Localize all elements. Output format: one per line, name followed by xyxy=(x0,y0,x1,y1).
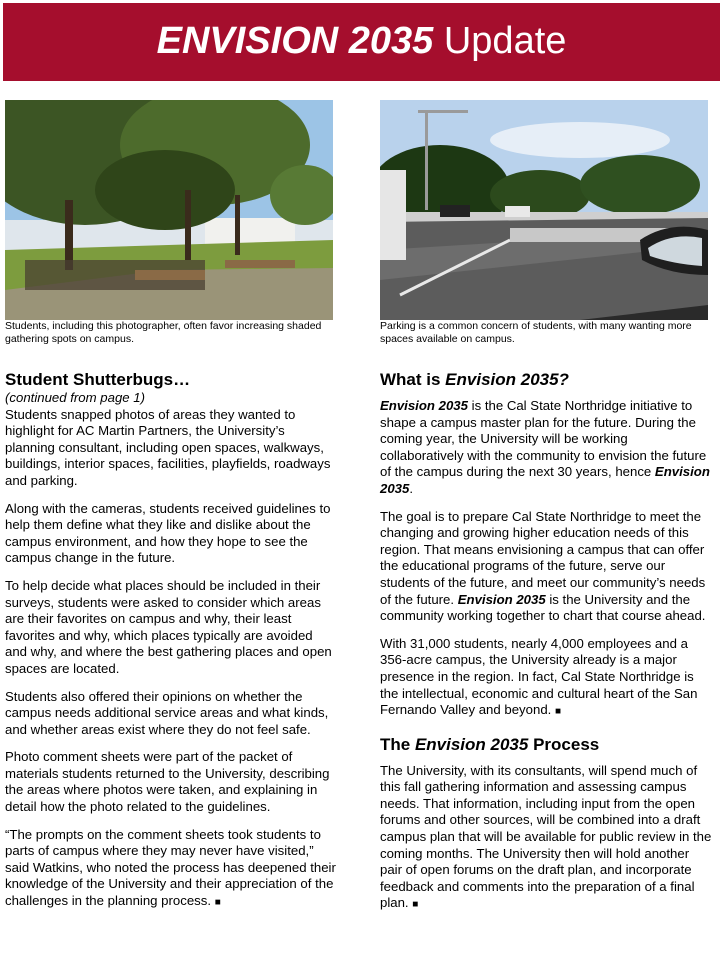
right-paragraph-1-end: . xyxy=(409,480,414,496)
right-column xyxy=(380,370,714,925)
envision-name-1: Envision 2035 xyxy=(380,398,468,413)
right-paragraph-4-text: The University, with its consultants, will spend much of this fall gathering information and assessing campus needs. That information, including input from the open forums and other sources, will be combined into a draft campus plan that will be available for public review in the coming months. The University then will hold another pair of open forums on the draft plan, and incorporate feedback and comments into the preparation of a final plan. xyxy=(380,762,712,911)
photo-parking-lot xyxy=(380,100,708,320)
end-mark-left: ■ xyxy=(214,897,221,909)
envision-name-2: Envision 2035 xyxy=(380,464,710,496)
banner-title-bold: ENVISION 2035 xyxy=(156,20,434,62)
right-paragraph-1 xyxy=(380,398,714,498)
banner-title xyxy=(3,17,720,65)
heading-student-shutterbugs: Student Shutterbugs… xyxy=(5,370,191,389)
right-paragraph-4 xyxy=(380,763,714,914)
left-photo-caption: Students, including this photographer, often favor increasing shaded gathering spots on campus. xyxy=(5,320,322,345)
left-paragraph-1: Students snapped photos of areas they wanted to highlight for AC Martin Partners, the University’s planning consultant, including open spaces, walkways, buildings, interior spaces, facilities, playfields, roadways and parking. xyxy=(5,406,331,488)
end-mark-right-2: ■ xyxy=(412,899,419,911)
header-banner xyxy=(3,3,720,81)
heading-process-word: Process xyxy=(528,734,600,754)
left-paragraph-6-text: “The prompts on the comment sheets took students to parts of campus where they may never have visited,” said Watkins, who noted the process has deepened their knowledge of the University and their appreciation of the challenges in the planning process. xyxy=(5,826,336,909)
heading-the: The xyxy=(380,734,415,754)
continued-note: (continued from page 1) xyxy=(5,390,146,405)
left-column xyxy=(5,370,337,923)
right-paragraph-2-end: is the University and the community working together to chart that course ahead. xyxy=(380,591,706,624)
heading-what-is-envision xyxy=(380,370,714,390)
left-paragraph-6 xyxy=(5,827,337,912)
heading-envision-name: Envision 2035? xyxy=(445,370,569,389)
right-paragraph-2 xyxy=(380,509,714,625)
right-paragraph-2-text: The goal is to prepare Cal State Northridge to meet the changing and growing higher education needs of this region. That means envisioning a campus that can offer the educational programs of the future, serve our students of the future, and meet our community’s needs of the future. xyxy=(380,508,706,607)
end-mark-right-1: ■ xyxy=(555,706,562,718)
left-paragraph-4: Students also offered their opinions on whether the campus needs additional service areas and what kinds, and whether areas exist where they do not feel safe. xyxy=(5,688,329,737)
right-paragraph-1-text: is the Cal State Northridge initiative to shape a campus master plan for the future. During the coming year, the University will be working collaboratively with the community to envision the future of the campus during the next 30 years, hence xyxy=(380,398,707,480)
heading-what-is: What is xyxy=(380,370,446,389)
right-paragraph-3-text: With 31,000 students, nearly 4,000 employees and a 356-acre campus, the University already is a major presence in the region. In fact, Cal State Northridge is the intellectual, economic and cultural heart of the San Fernando Valley and beyond. xyxy=(380,635,698,718)
left-paragraph-5: Photo comment sheets were part of the packet of materials students returned to the University, describing the areas where photos were taken, and explaining in detail how the photo related to the guidelines. xyxy=(5,749,330,815)
left-paragraph-3: To help decide what places should be included in their surveys, students were asked to consider which areas are their favorites on campus and why, their least favorites and why, which places typically are avoided and why, and where the best gathering places and open spaces are located. xyxy=(5,577,332,676)
heading-envision-process xyxy=(380,735,714,755)
banner-title-rest: Update xyxy=(433,20,567,62)
right-photo-caption: Parking is a common concern of students, with many wanting more spaces available on campus. xyxy=(380,320,692,345)
left-paragraph-2: Along with the cameras, students received guidelines to help them define what they like and dislike about the campus environment, and how they hope to see the campus change in the future. xyxy=(5,500,331,566)
envision-name-3: Envision 2035 xyxy=(457,591,546,607)
right-paragraph-3 xyxy=(380,636,714,721)
photo-shaded-gathering xyxy=(5,100,333,320)
heading-process-name: Envision 2035 xyxy=(414,734,529,754)
